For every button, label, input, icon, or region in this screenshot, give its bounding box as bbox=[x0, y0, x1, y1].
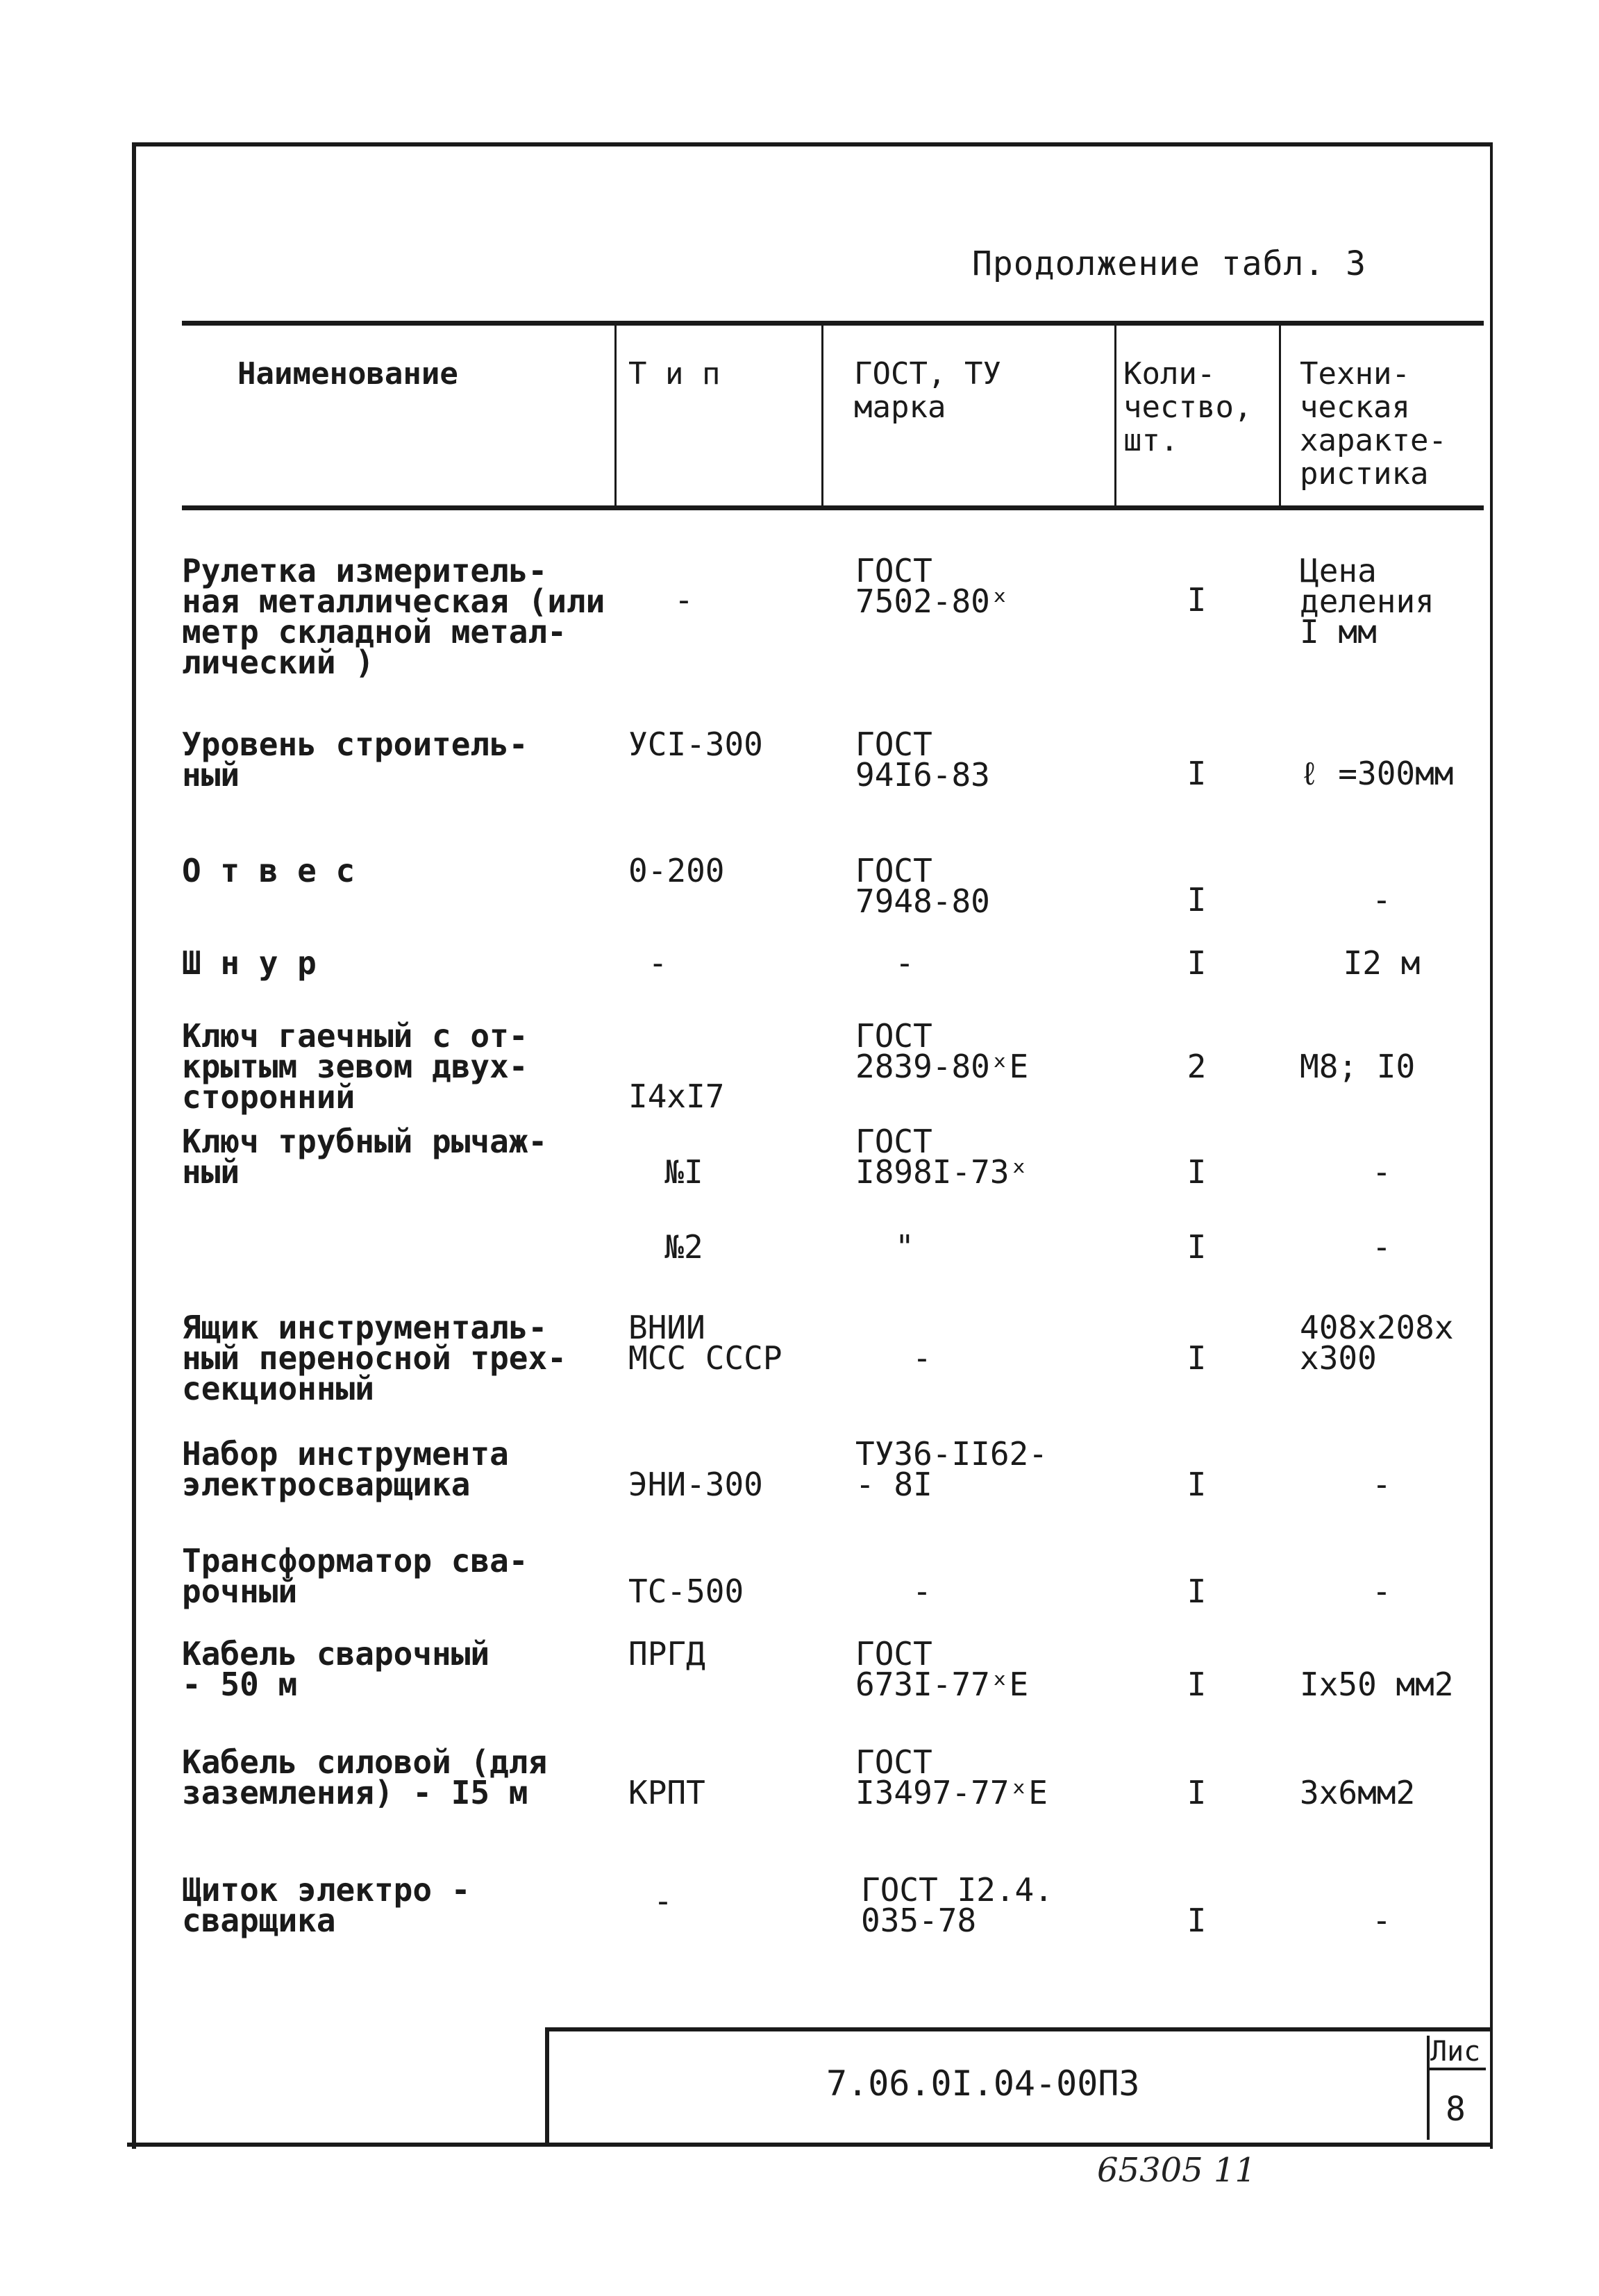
table-row-4-gost: ГОСТ 2839-80ˣЕ bbox=[855, 1017, 1029, 1085]
table-row-9-name: Трансформатор сва- рочный bbox=[182, 1542, 528, 1610]
table-row-10-type: ПРГД bbox=[628, 1635, 705, 1673]
table-row-8-gost: ТУ36-II62- - 8I bbox=[855, 1435, 1048, 1503]
table-row-10-qty: I bbox=[1187, 1666, 1207, 1703]
table-row-0-name: Рулетка измеритель- ная металлическая (или метр складной метал- лический ) bbox=[182, 552, 605, 681]
table-row-10-spec: Ix50 мм2 bbox=[1300, 1666, 1454, 1703]
table-row-6-qty: I bbox=[1187, 1228, 1207, 1266]
table-row-1-spec: ℓ =300мм bbox=[1300, 755, 1454, 792]
table-row-6-type: №2 bbox=[664, 1228, 703, 1266]
table-row-3-type: - bbox=[648, 944, 668, 982]
table-row-6-gost: " bbox=[895, 1228, 914, 1266]
table-row-11-type: КРПТ bbox=[628, 1774, 705, 1811]
table-row-3-gost: - bbox=[895, 944, 914, 982]
table-row-9-gost: - bbox=[912, 1573, 932, 1610]
column-divider-3 bbox=[1114, 326, 1116, 508]
column-divider-4 bbox=[1279, 326, 1281, 508]
table-row-5-type: №I bbox=[664, 1153, 703, 1191]
table-row-8-qty: I bbox=[1187, 1466, 1207, 1503]
column-header-type: Т и п bbox=[628, 356, 721, 392]
table-row-1-type: УСI-300 bbox=[628, 726, 763, 763]
table-row-2-gost: ГОСТ 7948-80 bbox=[855, 852, 990, 920]
table-row-5-name: Ключ трубный рычаж- ный bbox=[182, 1123, 548, 1191]
sheet-label: Лис bbox=[1430, 2036, 1481, 2068]
table-row-2-name: О т в е с bbox=[182, 852, 355, 889]
table-row-4-type: I4xI7 bbox=[628, 1078, 725, 1115]
table-row-5-gost: ГОСТ I898I-73ˣ bbox=[855, 1123, 1029, 1191]
table-row-12-spec: - bbox=[1372, 1902, 1391, 1939]
table-row-3-name: Ш н у р bbox=[182, 944, 317, 982]
table-row-8-type: ЭНИ-300 bbox=[628, 1466, 763, 1503]
table-continuation-title: Продолжение табл. 3 bbox=[972, 244, 1367, 283]
column-divider-1 bbox=[614, 326, 617, 508]
table-row-11-spec: 3x6мм2 bbox=[1300, 1774, 1416, 1811]
table-row-9-qty: I bbox=[1187, 1573, 1207, 1610]
table-row-5-spec: - bbox=[1372, 1153, 1391, 1191]
table-row-7-spec: 408x208x x300 bbox=[1300, 1309, 1454, 1377]
column-header-name: Наименование bbox=[237, 356, 458, 392]
table-top-rule bbox=[182, 321, 1484, 326]
table-row-7-qty: I bbox=[1187, 1339, 1207, 1377]
column-divider-2 bbox=[821, 326, 823, 508]
table-row-11-name: Кабель силовой (для заземления) - I5 м bbox=[182, 1743, 548, 1811]
sheet-number: 8 bbox=[1446, 2090, 1466, 2129]
table-row-2-spec: - bbox=[1372, 881, 1391, 919]
table-row-5-qty: I bbox=[1187, 1153, 1207, 1191]
table-row-12-gost: ГОСТ I2.4. 035-78 bbox=[861, 1871, 1053, 1939]
table-row-3-spec: I2 м bbox=[1343, 944, 1421, 982]
table-row-0-spec: Цена деления I мм bbox=[1300, 552, 1434, 651]
document-code: 7.06.0I.04-00ПЗ bbox=[826, 2063, 1140, 2104]
table-row-2-type: 0-200 bbox=[628, 852, 725, 889]
table-row-12-name: Щиток электро - сварщика bbox=[182, 1871, 471, 1939]
table-row-0-qty: I bbox=[1187, 581, 1207, 619]
table-row-11-gost: ГОСТ I3497-77ˣЕ bbox=[855, 1743, 1048, 1811]
table-row-0-gost: ГОСТ 7502-80ˣ bbox=[855, 552, 1010, 620]
table-row-4-qty: 2 bbox=[1187, 1048, 1207, 1085]
table-row-9-spec: - bbox=[1372, 1573, 1391, 1610]
table-row-4-spec: М8; I0 bbox=[1300, 1048, 1416, 1085]
table-row-1-qty: I bbox=[1187, 755, 1207, 792]
table-row-12-qty: I bbox=[1187, 1902, 1207, 1939]
table-row-1-name: Уровень строитель- ный bbox=[182, 726, 528, 794]
table-row-7-gost: - bbox=[912, 1339, 932, 1377]
table-row-1-gost: ГОСТ 94I6-83 bbox=[855, 726, 990, 794]
table-header-bottom-rule bbox=[182, 505, 1484, 510]
table-row-8-spec: - bbox=[1372, 1466, 1391, 1503]
table-row-6-spec: - bbox=[1372, 1228, 1391, 1266]
table-row-9-type: ТС-500 bbox=[628, 1573, 744, 1610]
table-row-12-type: - bbox=[653, 1882, 673, 1920]
column-header-spec: Техни- ческая характе- ристика bbox=[1300, 356, 1447, 492]
table-row-10-gost: ГОСТ 673I-77ˣЕ bbox=[855, 1635, 1029, 1703]
table-row-10-name: Кабель сварочный - 50 м bbox=[182, 1635, 490, 1703]
table-row-3-qty: I bbox=[1187, 944, 1207, 982]
table-row-8-name: Набор инструмента электросварщика bbox=[182, 1435, 509, 1503]
column-header-qty: Коли- чество, шт. bbox=[1123, 356, 1253, 458]
table-row-11-qty: I bbox=[1187, 1774, 1207, 1811]
column-header-gost: ГОСТ, ТУ марка bbox=[854, 356, 1001, 425]
table-row-7-type: ВНИИ МСС СССР bbox=[628, 1309, 782, 1377]
table-row-2-qty: I bbox=[1187, 881, 1207, 919]
table-row-0-type: - bbox=[674, 581, 694, 619]
table-row-7-name: Ящик инструменталь- ный переносной трех- секционный bbox=[182, 1309, 567, 1407]
table-row-4-name: Ключ гаечный с от- крытым зевом двух- сторонний bbox=[182, 1017, 528, 1116]
handwritten-inventory-number: 65305 11 bbox=[1097, 2151, 1257, 2190]
